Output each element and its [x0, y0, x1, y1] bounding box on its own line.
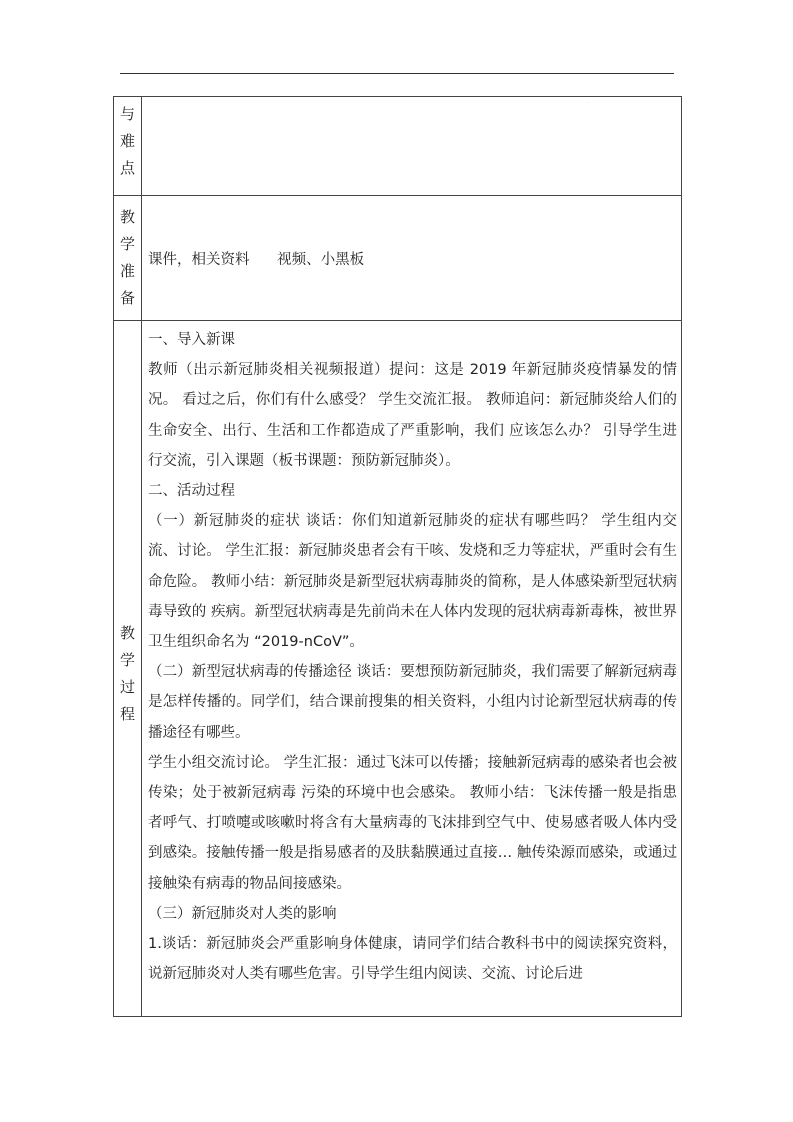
row-key-difficult-points [114, 97, 682, 196]
section-heading: 二、活动过程 [148, 483, 235, 500]
row-label [114, 97, 142, 196]
row-label [114, 321, 142, 1017]
paragraph: 学生小组交流讨论。 学生汇报：通过飞沫可以传播；接触新冠病毒的感染者也会被传染；处于被新冠病毒 污染的环境中也会感染。 教师小结：飞沫传播一般是指患者呼气、打喷嚏或咳嗽时将含有大量病毒的飞沫排到空气中、使易感者吸人体内受到感染。接触传播一般是指易感者的及肤黏膜通过直接… 触传染源而感染，或通过接触染有病毒的物品间接感染。 [148, 754, 677, 892]
label-char: 过 [119, 677, 135, 696]
row-teaching-preparation [114, 196, 682, 321]
section-heading: （三）新冠肺炎对人类的影响 [148, 905, 337, 922]
label-char: 教 [119, 623, 135, 642]
paragraph: （一）新冠肺炎的症状 谈话：你们知道新冠肺炎的症状有哪些吗？ 学生组内交流、讨论。 学生汇报：新冠肺炎患者会有干咳、发烧和乏力等症状，严重时会有生命危险。 教师小结：新冠肺炎是新型冠状病毒肺炎的简称，是人体感染新型冠状病毒导致的 疾病。新型冠状病毒是先前尚未在人体内发现的冠状病毒新毒株，被世界卫生组织命名为 “2019-nCoV”。 [148, 513, 677, 651]
paragraph: 1.谈话：新冠肺炎会严重影响身体健康，请同学们结合教科书中的阅读探究资料，说新冠肺炎对人类有哪些危害。引导学生组内阅读、交流、讨论后进 [148, 936, 677, 983]
preparation-text: 课件，相关资料 视频、小黑板 [142, 196, 682, 321]
label-char: 学 [119, 235, 135, 253]
label-char: 备 [119, 289, 135, 307]
paragraph: 教师（出示新冠肺炎相关视频报道）提问：这是 2019 年新冠肺炎疫情暴发的情况。 看过之后，你们有什么感受？ 学生交流汇报。 教师追问：新冠肺炎给人们的生命安全、出行、生活和工作都造成了严重影响，我们 应该怎么办？ 引导学生进行交流，引入课题（板书课题：预防新冠肺炎）。 [148, 362, 677, 469]
label-char: 学 [119, 650, 135, 669]
label-char: 准 [119, 262, 135, 280]
label-char: 难 [119, 132, 135, 150]
label-char: 与 [119, 105, 135, 123]
label-char: 点 [119, 159, 135, 177]
row-label [114, 196, 142, 321]
process-content [142, 321, 682, 1017]
paragraph: （二）新型冠状病毒的传播途径 谈话：要想预防新冠肺炎，我们需要了解新冠病毒是怎样传播的。同学们，结合课前搜集的相关资料，小组内讨论新型冠状病毒的传播途径有哪些。 [148, 664, 677, 741]
label-char: 程 [119, 704, 135, 723]
section-heading: 一、导入新课 [148, 332, 235, 348]
stray-mark: · [588, 100, 590, 106]
header-rule [120, 73, 674, 74]
lesson-plan-table [113, 96, 682, 1017]
row-teaching-process [114, 321, 682, 1017]
label-char: 教 [119, 208, 135, 226]
row-content-empty [142, 97, 682, 196]
